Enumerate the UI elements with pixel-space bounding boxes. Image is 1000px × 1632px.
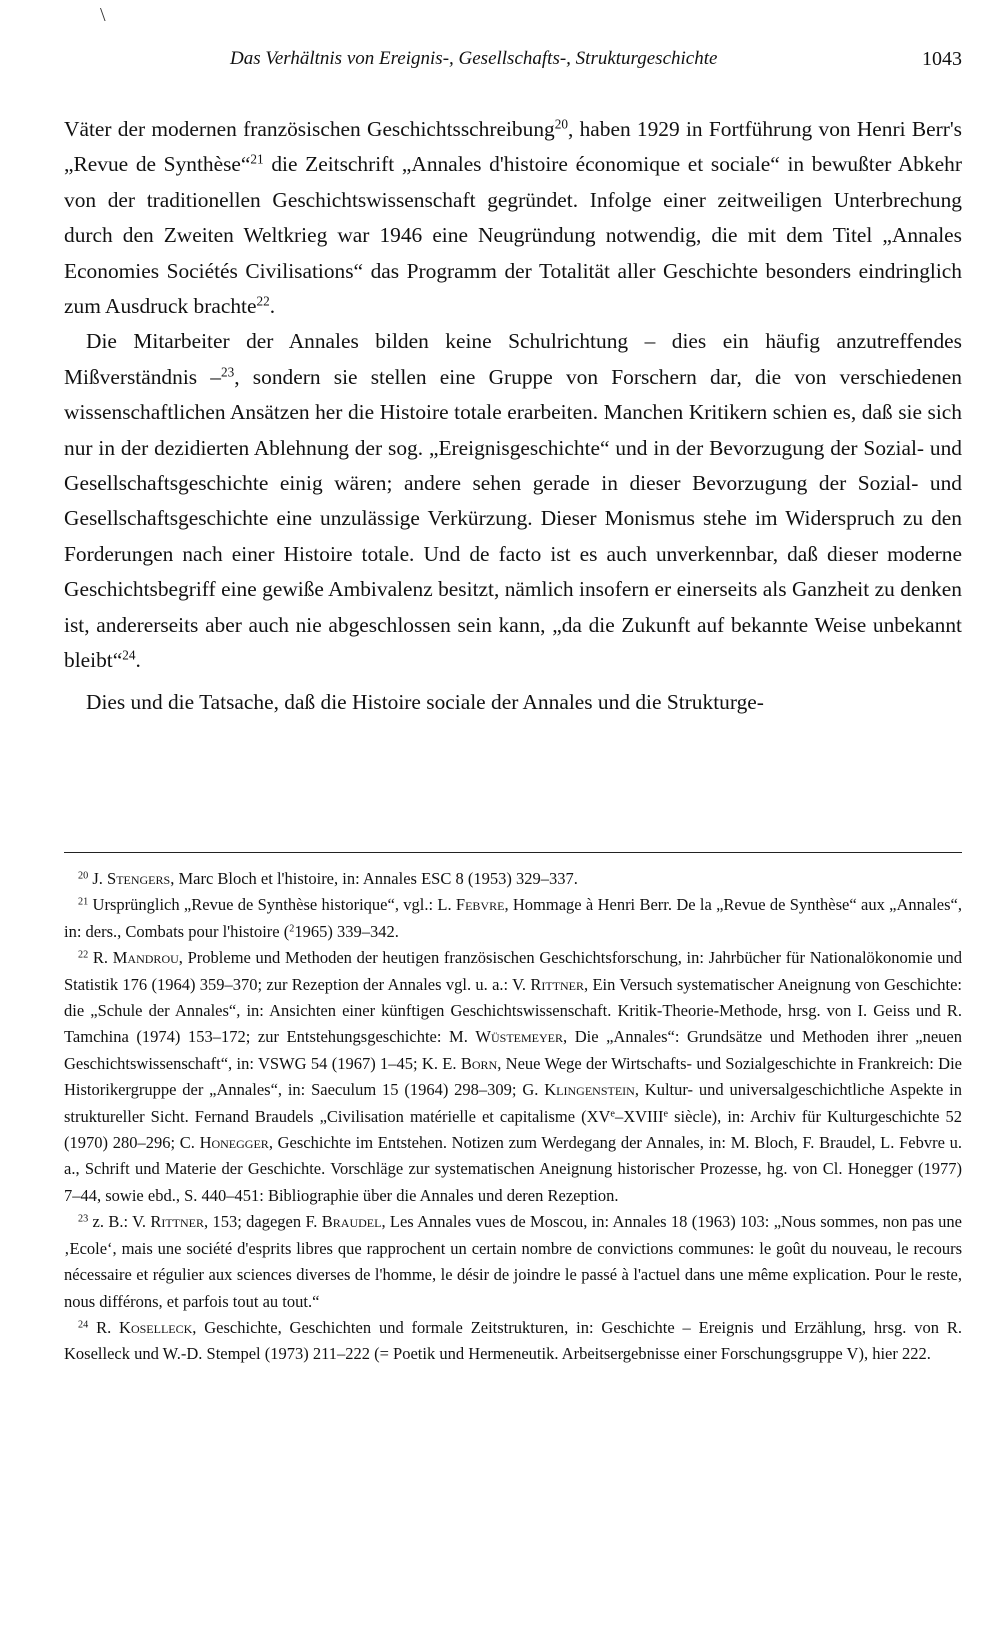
text-run: , Neue Wege der Wirtschafts- und Sozialgeschichte in Frankreich: Die Historikergruppe der „Annales“, in: Saeculum 15 (1964) 298–309; G. [64, 1053, 962, 1100]
author-name: Wüstemeyer [475, 1027, 563, 1047]
note-reference: e [610, 1108, 615, 1120]
text-run: , Marc Bloch et l'histoire, in: Annales ESC 8 (1953) 329–337. [170, 869, 578, 888]
note-reference: 23 [78, 1213, 89, 1225]
text-run: Väter der modernen französischen Geschichtsschreibung [64, 117, 555, 141]
main-text [64, 112, 962, 720]
text-run: R. [88, 948, 113, 968]
author-name: Rittner [530, 974, 585, 994]
author-name: Klingenstein [544, 1080, 635, 1100]
footnote [64, 892, 962, 945]
text-run: , haben 1929 in Fortführung von Henri Berr's „Revue de Synthèse“ [64, 117, 963, 177]
footnote [64, 866, 962, 892]
author-name: Born [460, 1053, 498, 1073]
text-run: Die Mitarbeiter der Annales bilden keine Schulrichtung – dies ein häufig anzutreffendes Mißverständnis – [64, 329, 962, 389]
note-reference: 21 [78, 896, 89, 908]
paragraph [64, 685, 962, 720]
note-reference: 24 [78, 1319, 89, 1331]
text-run: , sondern sie stellen eine Gruppe von Forschern dar, die von verschiedenen wissenschaftlichen Ansätzen her die Histoire totale erarbeiten. Manchen Kritikern schien es, daß sie sich nur in der dezidierten Ablehnung der sog. „Ereignisgeschichte“ und in der Bevorzugung der Sozial- und Gesellschaftsgeschichte einig wären; andere sehen gerade in dieser Bevorzugung der Sozial- und Gesellschaftsgeschichte eine unzulässige Verkürzung. Dieser Monismus stehe im Widerspruch zu den Forderungen nach einer Histoire totale. Und de facto ist es auch unverkennbar, daß dieser moderne Geschichtsbegriff eine gewiße Ambivalenz besitzt, nämlich insofern er einerseits als Ganzheit zu denken ist, andererseits aber auch nie abgeschlossen sein kann, „da die Zukunft auf bekannte Weise unbekannt bleibt“ [64, 364, 962, 673]
footnote-separator [64, 852, 962, 853]
text-run: Dies und die Tatsache, daß die Histoire sociale der Annales und die Strukturge- [86, 689, 764, 714]
text-run: siècle), in: Archiv für Kulturgeschichte 52 (1970) 280–296; C. [64, 1106, 962, 1153]
text-run: die Zeitschrift „Annales d'histoire économique et sociale“ in bewußter Abkehr von der traditionellen Geschichtswissenschaft gegründet. Infolge einer zeitweiligen Unterbrechung durch den Zweiten Weltkrieg war 1946 eine Neugründung notwendig, die mit dem Titel „Annales Economies Sociétés Civilisations“ das Programm der Totalität aller Geschichte besonders eindringlich zum Ausdruck brachte [64, 152, 962, 319]
note-reference: 24 [122, 647, 136, 663]
paragraph [64, 324, 962, 678]
text-run: –XVIII [614, 1106, 664, 1126]
text-run: Ursprünglich „Revue de Synthèse historique“, vgl.: L. [88, 895, 456, 915]
text-run: , Kultur- und universalgeschichtliche Aspekte in struktureller Sicht. Fernand Braudels „Civilisation matérielle et capitalisme (XV [64, 1080, 962, 1126]
text-run: J. [88, 869, 108, 888]
text-run: , Geschichte im Entstehen. Notizen zum Werdegang der Annales, in: M. Bloch, F. Braudel, L. Febvre u. a., Schrift und Materie der Geschichte. Vorschläge zur systematischen Aneignung historischer Prozesse, hg. von Cl. Honegger (1977) 7–44, sowie ebd., S. 440–451: Bibliographie über die Annales und deren Rezeption. [64, 1133, 962, 1205]
stray-mark: \ [100, 4, 106, 26]
author-name: Braudel [321, 1212, 382, 1232]
footnote [64, 945, 962, 1209]
page-header [62, 48, 962, 78]
note-reference: 2 [289, 923, 295, 935]
text-run: , Die „Annales“: Grundsätze und Methoden ihrer „neuen Geschichtswissenschaft“, in: VSWG 54 (1967) 1–45; K. E. [64, 1027, 962, 1073]
footnote [64, 1209, 962, 1315]
note-reference: 20 [78, 870, 89, 882]
author-name: Mandrou [112, 948, 179, 968]
note-reference: e [663, 1108, 669, 1120]
running-title: Das Verhältnis von Ereignis-, Gesellschafts-, Strukturgeschichte [230, 48, 718, 69]
page-number: 1043 [922, 48, 962, 70]
text-run: , Hommage à Henri Berr. De la „Revue de Synthèse“ aux „Annales“, in: ders., Combats pour l'histoire ( [64, 895, 962, 941]
note-reference: 22 [78, 949, 89, 961]
note-reference: 21 [250, 152, 264, 168]
footnote [64, 1315, 962, 1368]
footnotes [64, 866, 962, 1368]
note-reference: 23 [221, 364, 235, 380]
paragraph [64, 112, 962, 324]
author-name: Rittner [150, 1212, 205, 1232]
text-run: , Les Annales vues de Moscou, in: Annales 18 (1963) 103: „Nous sommes, non pas une ‚Ecole‘, mais une société d'esprits libres que rapprochent un certain nombre de convictions communes: le goût du nouveau, le recours nécessaire et régulier aux sciences diverses de l'homme, le désir de joindre le passé à l'actuel dans une même explication. Pour le reste, nous différons, et parfois tout au tout.“ [64, 1212, 962, 1311]
text-run: , Ein Versuch systematischer Aneignung von Geschichte: die „Schule der Annales“, in: Ansichten einer künftigen Geschichtswissenschaft. Kritik-Theorie-Methode, hrsg. von I. Geiss und R. Tamchina (1974) 153–172; zur Entstehungsgeschichte: M. [64, 974, 962, 1047]
text-run: , Probleme und Methoden der heutigen französischen Geschichtsforschung, in: Jahrbücher für Nationalökonomie und Statistik 176 (1964) 359–370; zur Rezeption der Annales vgl. u. a.: V. [64, 948, 962, 994]
text-run: z. B.: V. [88, 1212, 151, 1232]
author-name: Koselleck [119, 1317, 193, 1337]
text-run: . [135, 648, 141, 673]
text-run: , 153; dagegen F. [204, 1212, 322, 1232]
author-name: Stengers [107, 869, 171, 888]
text-run: 1965) 339–342. [294, 921, 399, 941]
text-run: . [269, 294, 276, 319]
author-name: Honegger [199, 1133, 269, 1153]
author-name: Febvre [455, 895, 505, 915]
note-reference: 22 [256, 293, 270, 309]
text-run: R. [88, 1317, 120, 1337]
text-run: , Geschichte, Geschichten und formale Zeitstrukturen, in: Geschichte – Ereignis und Erzählung, hrsg. von R. Koselleck und W.-D. Stempel (1973) 211–222 (= Poetik und Hermeneutik. Arbeitsergebnisse einer Forschungsgruppe V), hier 222. [64, 1317, 962, 1364]
note-reference: 20 [554, 116, 568, 132]
